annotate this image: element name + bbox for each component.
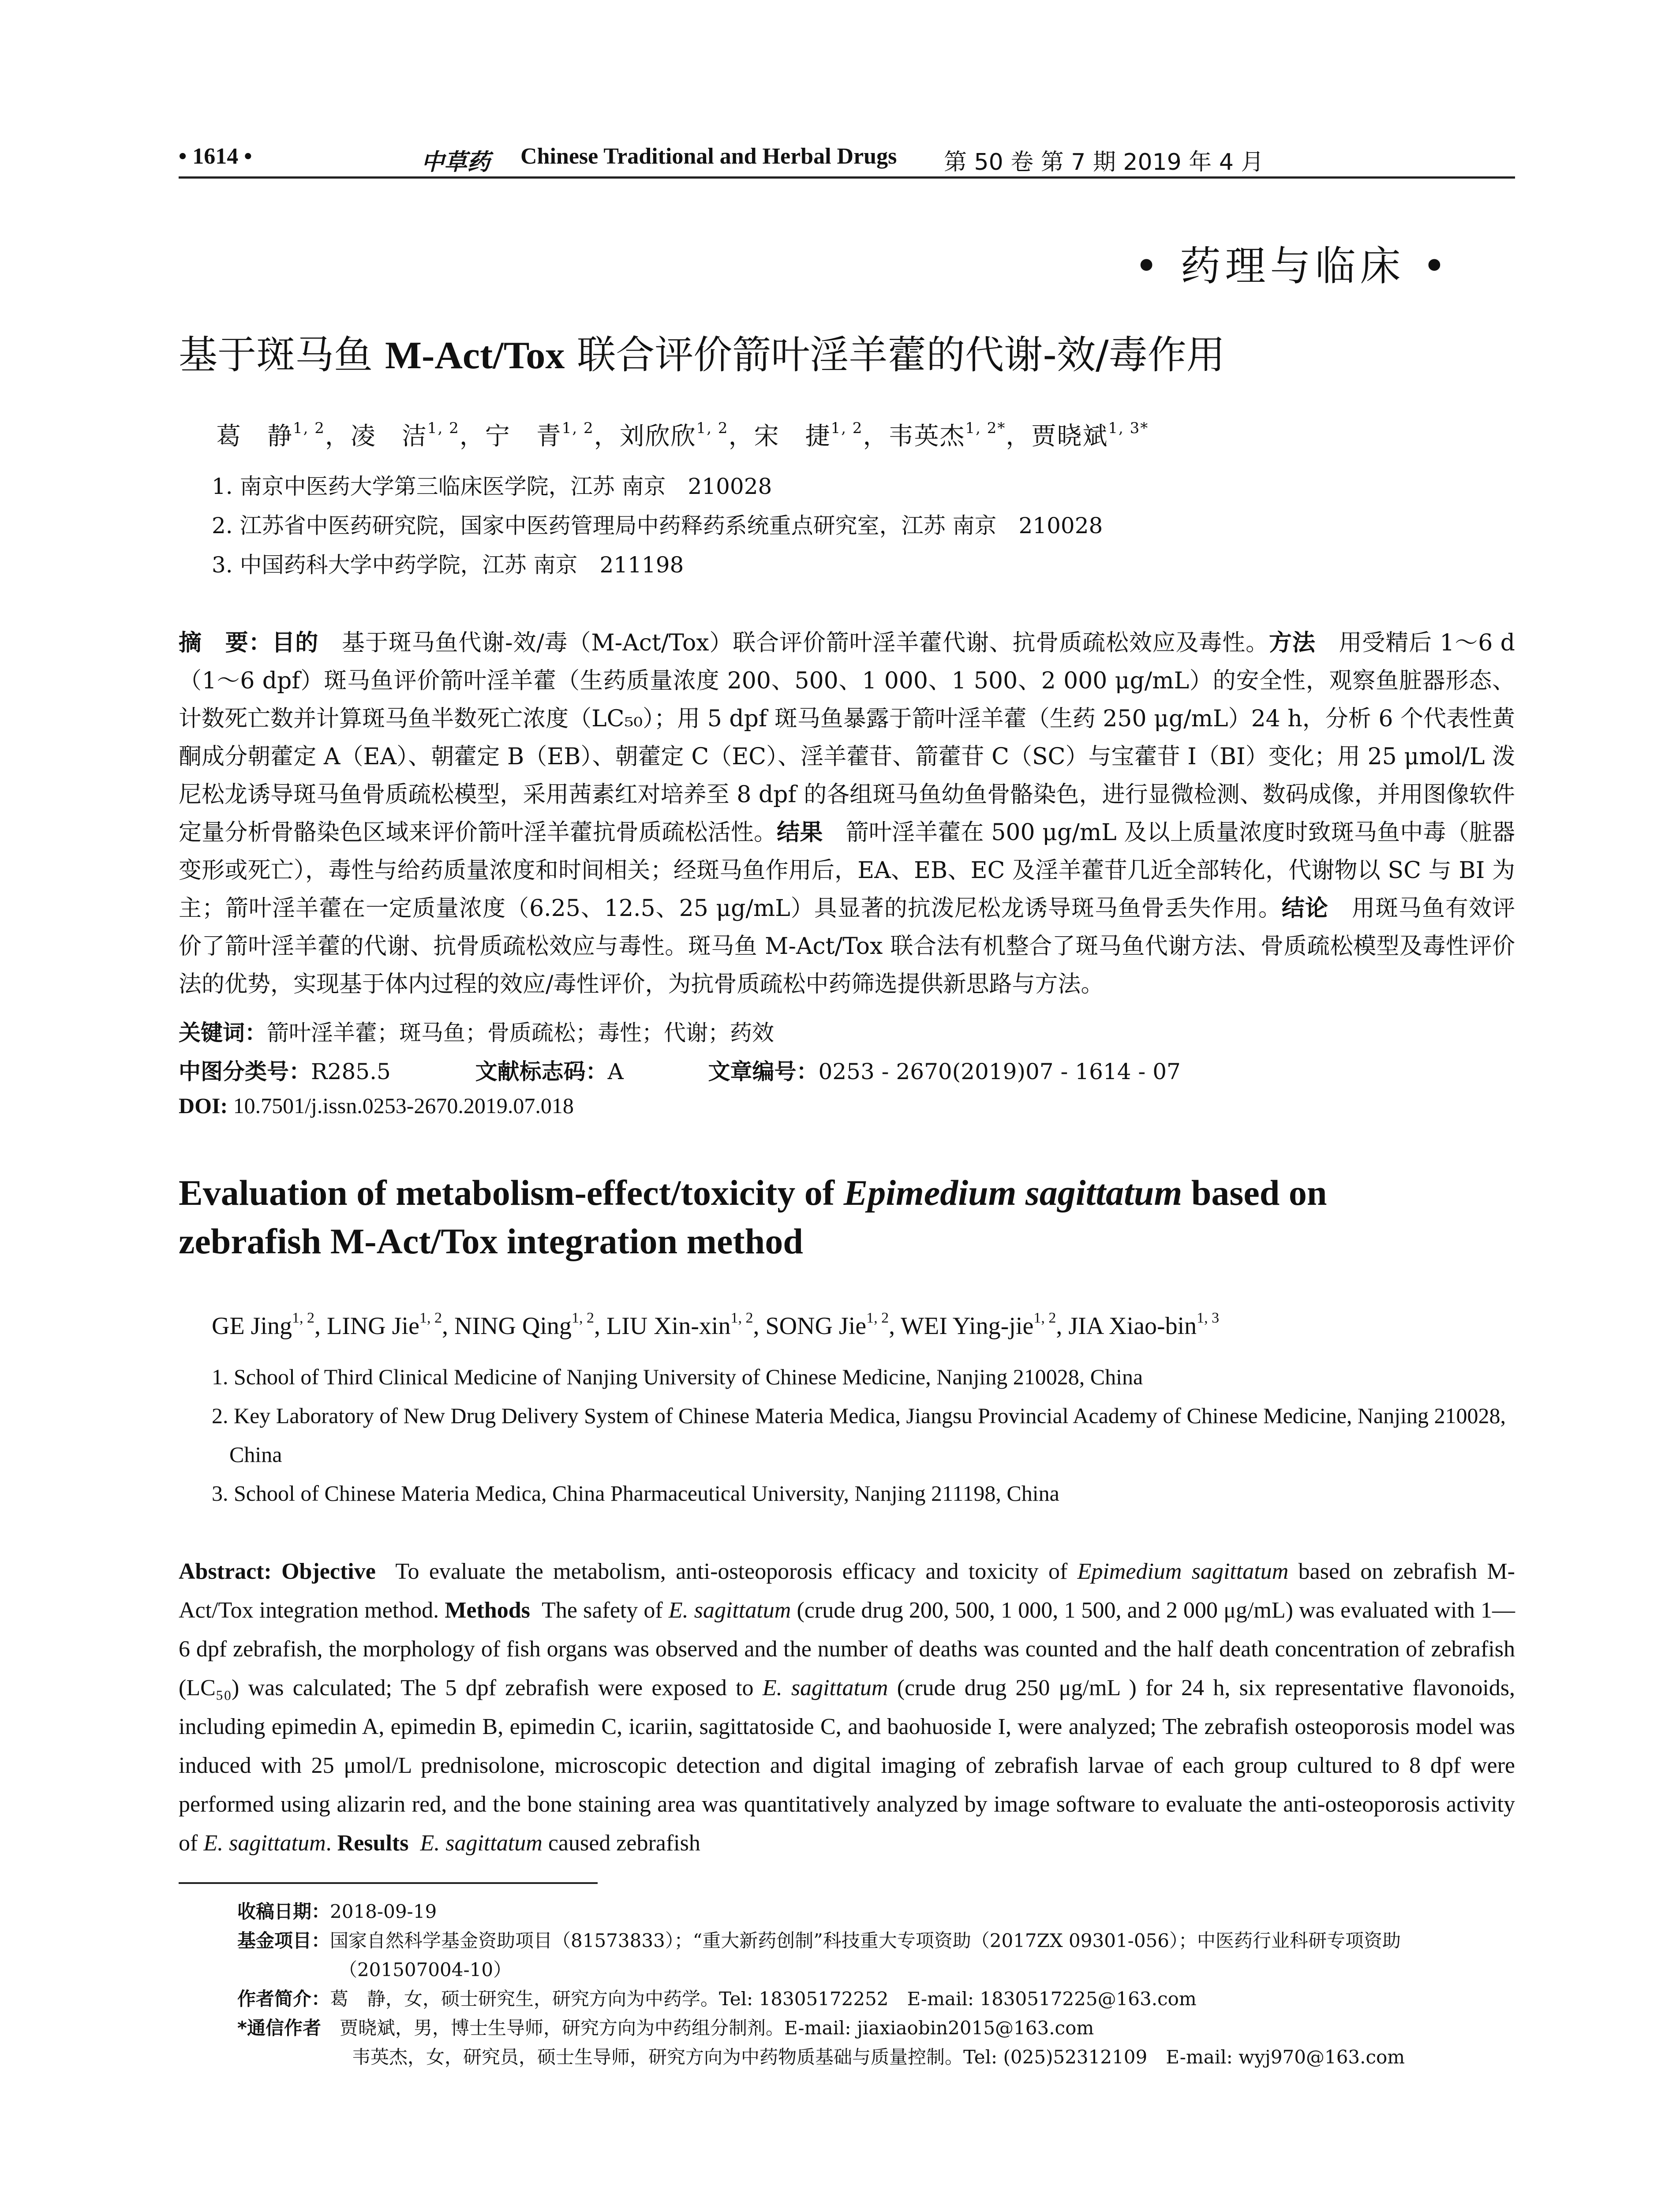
- authors-en: GE Jing$^{1, 2}$, LING Jie$^{1, 2}$, NING Qing$^{1, 2}$, LIU Xin-xin$^{1, 2}$, SONG Jie$^{1, 2}$, WEI Ying-jie$^{1, 2}$, JIA Xiao-bin$^{1, 3}$: [212, 1310, 1220, 1340]
- author-affiliation-mark: 1, 2: [730, 1310, 753, 1326]
- author-name: LING Jie: [327, 1312, 419, 1340]
- header-rule: [179, 176, 1515, 179]
- author-affiliation-mark: 1, 2: [293, 419, 325, 437]
- title-cn: 基于斑马鱼 M-Act/Tox 联合评价箭叶淫羊藿的代谢-效/毒作用: [179, 332, 1225, 377]
- author-affiliation-mark: 1, 3*: [1108, 419, 1149, 437]
- author-affiliation-mark: 1, 2: [292, 1310, 314, 1326]
- footnote-author: 作者简介：葛 静，女，硕士研究生，研究方向为中药学。Tel: 18305172252 E-mail: 1830517225@163.com: [237, 1988, 1197, 2010]
- footnote-rule: [179, 1882, 598, 1884]
- author-affiliation-mark: 1, 2: [427, 419, 460, 437]
- keywords: 关键词：箭叶淫羊藿；斑马鱼；骨质疏松；毒性；代谢；药效: [179, 1020, 774, 1046]
- author-affiliation-mark: 1, 2: [1033, 1310, 1056, 1326]
- abstract-cn: 摘 要：目的 基于斑马鱼代谢-效/毒（M-Act/Tox）联合评价箭叶淫羊藿代谢、抗骨质疏松效应及毒性。方法 用受精后 1～6 d（1～6 dpf）斑马鱼评价箭叶淫羊藿（生药质量浓度 200、500、1 000、1 500、2 000 μg/mL）的安全性，观察鱼脏器形态、计数死亡数并计算斑马鱼半数死亡浓度（LC₅₀）；用 5 dpf 斑马鱼暴露于箭叶淫羊藿（生药 250 μg/mL）24 h，分析 6 个代表性黄酮成分朝藿定 A（EA）、朝藿定 B（EB）、朝藿定 C（EC）、淫羊藿苷、箭藿苷 C（SC）与宝藿苷 I（BI）变化；用 25 μmol/L 泼尼松龙诱导斑马鱼骨质疏松模型，采用茜素红对培养至 8 dpf 的各组斑马鱼幼鱼骨骼染色，进行显微检测、数码成像，并用图像软件定量分析骨骼染色区域来评价箭叶淫羊藿抗骨质疏松活性。结果 箭叶淫羊藿在 500 μg/mL 及以上质量浓度时致斑马鱼中毒（脏器变形或死亡），毒性与给药质量浓度和时间相关；经斑马鱼作用后，EA、EB、EC 及淫羊藿苷几近全部转化，代谢物以 SC 与 BI 为主；箭叶淫羊藿在一定质量浓度（6.25、12.5、25 μg/mL）具显著的抗泼尼松龙诱导斑马鱼骨丢失作用。结论 用斑马鱼有效评价了箭叶淫羊藿的代谢、抗骨质疏松效应与毒性。斑马鱼 M-Act/Tox 联合法有机整合了斑马鱼代谢方法、骨质疏松模型及毒性评价法的优势，实现基于体内过程的效应/毒性评价，为抗骨质疏松中药筛选提供新思路与方法。: [179, 630, 1515, 998]
- footnote-fund: 基金项目：国家自然科学基金资助项目（81573833）；“重大新药创制”科技重大专项资助（2017ZX 09301-056）；中医药行业科研专项资助: [237, 1930, 1401, 1951]
- affiliation-en-2: 2. Key Laboratory of New Drug Delivery System of Chinese Materia Medica, Jiangsu Provincial Academy of Chinese Medicine, Nanjing 210028, China: [212, 1403, 1506, 1467]
- authors-cn: 葛 静$^{1, 2}$，凌 洁$^{1, 2}$，宁 青$^{1, 2}$，刘欣欣$^{1, 2}$，宋 捷$^{1, 2}$，韦英杰$^{1, 2*}$，贾晓斌$^{1, 3*}$: [216, 419, 1149, 451]
- author-name: 宁 青: [485, 422, 562, 451]
- author-affiliation-mark: 1, 2: [696, 419, 729, 437]
- title-en: Evaluation of metabolism-effect/toxicity of Epimedium sagittatum based on zebrafish M-Act/Tox integration method: [179, 1173, 1327, 1261]
- section-tag: • 药理与临床 •: [1134, 243, 1451, 290]
- author-name: GE Jing: [212, 1312, 292, 1340]
- author-name: 宋 捷: [754, 422, 831, 451]
- author-name: 韦英杰: [888, 422, 965, 451]
- footnote-received: 收稿日期：2018-09-19: [237, 1901, 437, 1922]
- journal-name-en: Chinese Traditional and Herbal Drugs: [520, 144, 897, 169]
- footnote-corresponding: *通信作者 贾晓斌，男，博士生导师，研究方向为中药组分制剂。E-mail: jiaxiaobin2015@163.com: [237, 2017, 1094, 2039]
- page-number: • 1614 •: [179, 144, 252, 169]
- affiliation-en-3: 3. School of Chinese Materia Medica, China Pharmaceutical University, Nanjing 211198, China: [212, 1481, 1059, 1506]
- doi: DOI: 10.7501/j.issn.0253-2670.2019.07.018: [179, 1093, 574, 1118]
- footnote-fund-cont: （201507004-10）: [339, 1959, 512, 1981]
- author-affiliation-mark: 1, 2: [419, 1310, 442, 1326]
- author-name: 葛 静: [216, 422, 293, 451]
- author-name: JIA Xiao-bin: [1068, 1312, 1197, 1340]
- abstract-en: Abstract: Objective To evaluate the metabolism, anti-osteoporosis efficacy and toxicity of Epimedium sagittatum based on zebrafish M-Act/Tox integration method. Methods The safety of E. sagittatum (crude drug 200, 500, 1 000, 1 500, and 2 000 μg/mL) was evaluated with 1—6 dpf zebrafish, the morphology of fish organs was observed and the number of deaths was counted and the half death concentration of zebrafish (LC₅₀) was calculated; The 5 dpf zebrafish were exposed to E. sagittatum (crude drug 250 μg/mL ) for 24 h, six representative flavonoids, including epimedin A, epimedin B, epimedin C, icariin, sagittatoside C, and baohuoside I, were analyzed; The zebrafish osteoporosis model was induced with 25 μmol/L prednisolone, microscopic detection and digital imaging of zebrafish larvae of each group cultured to 8 dpf were performed using alizarin red, and the bone staining area was quantitatively analyzed by image software to evaluate the anti-osteoporosis activity of E. sagittatum. Results E. sagittatum caused zebrafish: [179, 1559, 1515, 1856]
- author-name: 凌 洁: [350, 422, 427, 451]
- author-name: SONG Jie: [765, 1312, 867, 1340]
- author-affiliation-mark: 1, 2*: [965, 419, 1006, 437]
- affiliation-cn-3: 3. 中国药科大学中药学院，江苏 南京 211198: [212, 552, 684, 578]
- footnote-corresponding-2: 韦英杰，女，研究员，硕士生导师，研究方向为中药物质基础与质量控制。Tel: (025)52312109 E-mail: wyj970@163.com: [352, 2046, 1405, 2068]
- author-affiliation-mark: 1, 2: [561, 419, 594, 437]
- author-affiliation-mark: 1, 2: [831, 419, 863, 437]
- journal-name-cn: 中草药: [421, 149, 490, 176]
- author-name: 刘欣欣: [619, 422, 696, 451]
- author-affiliation-mark: 1, 2: [571, 1310, 594, 1326]
- author-name: LIU Xin-xin: [606, 1312, 731, 1340]
- affiliation-cn-1: 1. 南京中医药大学第三临床医学院，江苏 南京 210028: [212, 474, 772, 499]
- author-name: NING Qing: [454, 1312, 572, 1340]
- affiliation-cn-2: 2. 江苏省中医药研究院，国家中医药管理局中药释药系统重点研究室，江苏 南京 210028: [212, 513, 1103, 538]
- journal-issue: 第 50 卷 第 7 期 2019 年 4 月: [944, 149, 1264, 176]
- author-name: WEI Ying-jie: [901, 1312, 1034, 1340]
- classification: 中图分类号：R285.5 文献标志码：A 文章编号：0253 - 2670(2019)07 - 1614 - 07: [179, 1059, 1181, 1084]
- author-affiliation-mark: 1, 2: [866, 1310, 889, 1326]
- author-name: 贾晓斌: [1031, 422, 1108, 451]
- author-affiliation-mark: 1, 3: [1197, 1310, 1220, 1326]
- affiliation-en-1: 1. School of Third Clinical Medicine of Nanjing University of Chinese Medicine, Nanjing 210028, China: [212, 1364, 1143, 1389]
